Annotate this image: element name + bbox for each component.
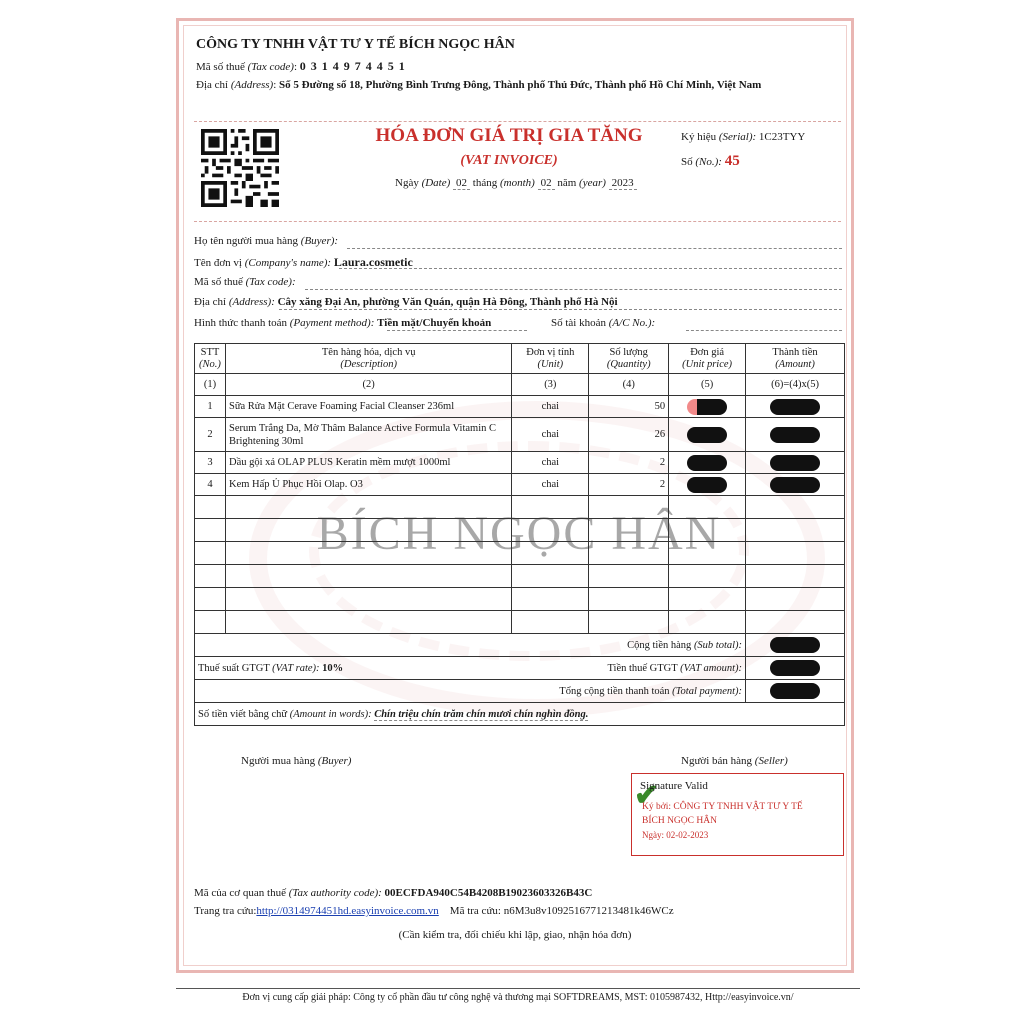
buyer-address-row: Địa chỉ (Address): Cây xăng Đại An, phường Văn Quán, quận Hà Đông, Thành phố Hà Nội <box>194 296 618 308</box>
checkmark-icon: ✔ <box>634 779 660 812</box>
table-row: 1 Sữa Rửa Mặt Cerave Foaming Facial Cleanser 236ml chai 50 <box>195 396 845 418</box>
vat-amount-redacted <box>746 657 845 680</box>
invoice-day: 02 <box>453 177 470 190</box>
buyer-name-row: Họ tên người mua hàng (Buyer): <box>194 235 339 247</box>
empty-row <box>195 542 845 565</box>
header-quantity: Số lượng (Quantity) <box>589 344 669 374</box>
buyer-tax-line <box>305 289 842 290</box>
invoice-serial-row: Ký hiệu (Serial): 1C23TYY <box>681 131 806 143</box>
items-table <box>194 343 845 726</box>
footer-divider <box>176 988 860 989</box>
invoice-number: 45 <box>724 153 740 169</box>
vat-row: Thuế suất GTGT (VAT rate): 10% Tiền thuế GTGT (VAT amount): <box>195 657 845 680</box>
buyer-address-line <box>279 309 842 310</box>
subtotal-redacted <box>746 634 845 657</box>
seller-name: CÔNG TY TNHH VẬT TƯ Y TẾ BÍCH NGỌC HÂN <box>196 37 515 52</box>
invoice-subtitle: (VAT INVOICE) <box>460 153 558 168</box>
amount-redacted <box>746 418 845 452</box>
unit-price-redacted <box>669 452 746 474</box>
invoice-serial: 1C23TYY <box>758 131 806 143</box>
title-divider <box>194 221 841 222</box>
empty-row <box>195 611 845 634</box>
table-index-row: (1) (2) (3) (4) (5) (6)=(4)x(5) <box>195 374 845 396</box>
verification-note: (Cần kiểm tra, đối chiếu khi lập, giao, nhận hóa đơn) <box>398 929 632 941</box>
signed-by-company: BÍCH NGỌC HÂN <box>642 816 717 826</box>
unit-price-redacted <box>669 474 746 496</box>
buyer-company-row: Tên đơn vị (Company's name): Laura.cosmetic <box>194 255 413 269</box>
account-line <box>686 330 842 331</box>
amount-redacted <box>746 474 845 496</box>
vat-rate: 10% <box>322 662 344 674</box>
buyer-signature-label: Người mua hàng (Buyer) <box>241 755 352 767</box>
buyer-name-line <box>347 248 842 249</box>
lookup-row: Trang tra cứu:http://0314974451hd.easyinvoice.com.vn Mã tra cứu: n6M3u8v1092516771213481k46WCz <box>194 905 674 917</box>
signature-valid-text: Signature Valid <box>640 780 708 792</box>
table-row: 4 Kem Hấp Ủ Phục Hồi Olap. O3 chai 2 <box>195 474 845 496</box>
words-row: Số tiền viết bằng chữ (Amount in words): Chín triệu chín trăm chín mươi chín nghìn đồng. <box>195 703 845 726</box>
seller-address: Số 5 Đường số 18, Phường Bình Trưng Đông, Thành phố Thủ Đức, Thành phố Hồ Chí Minh, Việt Nam <box>279 79 762 91</box>
unit-price-redacted <box>669 396 746 418</box>
amount-in-words: Chín triệu chín trăm chín mươi chín nghìn đồng. <box>374 708 589 720</box>
invoice-title: HÓA ĐƠN GIÁ TRỊ GIA TĂNG <box>375 125 643 146</box>
digital-signature-box[interactable] <box>631 773 844 856</box>
signed-date: Ngày: 02-02-2023 <box>642 830 709 840</box>
invoice-month: 02 <box>538 177 555 190</box>
buyer-tax-row: Mã số thuế (Tax code): <box>194 276 296 288</box>
total-redacted <box>746 680 845 703</box>
authority-code: 00ECFDA940C54B4208B19023603326B43C <box>384 887 593 899</box>
amount-redacted <box>746 396 845 418</box>
seller-tax-row: Mã số thuế (Tax code): 0 3 1 4 9 7 4 4 5 1 <box>196 59 406 73</box>
buyer-company-line <box>339 268 842 269</box>
seller-address-row: Địa chỉ (Address): Số 5 Đường số 18, Phường Bình Trưng Đông, Thành phố Thủ Đức, Thành phố Hồ Chí Minh, Việt Nam <box>196 79 762 91</box>
buyer-company: Laura.cosmetic <box>333 255 413 269</box>
payment-line <box>387 330 527 331</box>
lookup-link[interactable]: http://0314974451hd.easyinvoice.com.vn <box>256 905 439 917</box>
subtotal-row: Cộng tiền hàng (Sub total): <box>195 634 845 657</box>
payment-method: Tiền mặt/Chuyển khoản <box>377 317 492 329</box>
invoice-number-row: Số (No.): 45 <box>681 153 740 169</box>
empty-row <box>195 496 845 519</box>
provider-info: Đơn vị cung cấp giải pháp: Công ty cổ phần đầu tư công nghệ và thương mại SOFTDREAMS, MST: 0105987432, Http://easyinvoice.vn/ <box>242 992 794 1003</box>
authority-code-row: Mã của cơ quan thuế (Tax authority code): 00ECFDA940C54B4208B19023603326B43C <box>194 887 593 899</box>
table-row: 2 Serum Trắng Da, Mờ Thâm Balance Active Formula Vitamin C Brightening 30ml chai 26 <box>195 418 845 452</box>
buyer-address: Cây xăng Đại An, phường Văn Quán, quận Hà Đông, Thành phố Hà Nội <box>277 296 618 308</box>
header-unit-price: Đơn giá (Unit price) <box>669 344 746 374</box>
header-no: STT (No.) <box>195 344 226 374</box>
payment-row: Hình thức thanh toán (Payment method): Tiền mặt/Chuyển khoản <box>194 317 492 329</box>
total-row: Tổng cộng tiền thanh toán (Total payment): <box>195 680 845 703</box>
empty-row <box>195 519 845 542</box>
empty-row <box>195 588 845 611</box>
table-row: 3 Dầu gội xả OLAP PLUS Keratin mềm mượt 1000ml chai 2 <box>195 452 845 474</box>
header-unit: Đơn vị tính (Unit) <box>512 344 589 374</box>
header-amount: Thành tiền (Amount) <box>746 344 845 374</box>
lookup-code: n6M3u8v1092516771213481k46WCz <box>503 905 674 917</box>
empty-row <box>195 565 845 588</box>
account-row: Số tài khoản (A/C No.): <box>551 317 656 329</box>
invoice-frame <box>176 18 854 973</box>
seller-signature-label: Người bán hàng (Seller) <box>681 755 788 767</box>
unit-price-redacted <box>669 418 746 452</box>
header-description: Tên hàng hóa, dịch vụ (Description) <box>225 344 511 374</box>
header-divider <box>194 121 841 122</box>
watermark-text: BÍCH NGỌC HÂN <box>316 507 722 560</box>
table-header-row <box>195 344 845 374</box>
seller-tax-code: 0 3 1 4 9 7 4 4 5 1 <box>299 59 406 73</box>
invoice-year: 2023 <box>609 177 637 190</box>
signed-by: Ký bởi: CÔNG TY TNHH VẬT TƯ Y TẾ <box>642 802 803 812</box>
invoice-date-row: Ngày (Date) 02 tháng (month) 02 năm (year) 2023 <box>395 177 637 189</box>
amount-redacted <box>746 452 845 474</box>
